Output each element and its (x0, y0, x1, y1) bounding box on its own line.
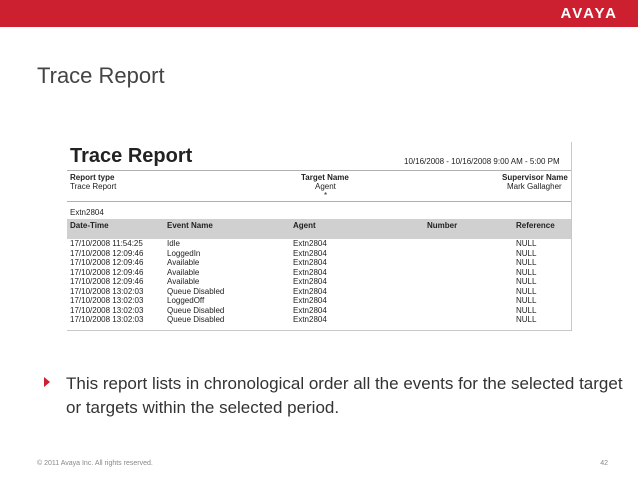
cell-agent: Extn2804 (293, 277, 327, 286)
cell-event-name: Idle (167, 239, 180, 248)
cell-event-name: Available (167, 258, 200, 267)
cell-agent: Extn2804 (293, 248, 327, 258)
table-header (67, 219, 571, 239)
cell-agent: Extn2804 (293, 258, 327, 267)
footer-copyright: © 2011 Avaya Inc. All rights reserved. (37, 460, 153, 467)
cell-agent: Extn2804 (293, 296, 327, 305)
column-header: Event Name (167, 221, 213, 230)
table-row (67, 258, 571, 268)
cell-agent: Extn2804 (293, 239, 327, 248)
target-name-label: Target Name (301, 173, 349, 182)
cell-date-time: 17/10/2008 13:02:03 (70, 286, 144, 296)
table-row (67, 287, 571, 297)
supervisor-label: Supervisor Name (502, 173, 568, 182)
cell-date-time: 17/10/2008 12:09:46 (70, 248, 144, 258)
bullet-text: This report lists in chronological order all the events for the selected target or targets within the selected period. (66, 374, 623, 417)
cell-event-name: Queue Disabled (167, 286, 225, 296)
report-date-range: 10/16/2008 - 10/16/2008 9:00 AM - 5:00 PM (404, 157, 560, 166)
cell-event-name: Queue Disabled (167, 315, 225, 324)
cell-date-time: 17/10/2008 11:54:25 (70, 239, 143, 248)
target-name-value: Agent (315, 182, 336, 191)
target-name-sub: * (324, 191, 328, 200)
cell-event-name: Available (167, 267, 200, 277)
report-type-value: Trace Report (70, 182, 117, 191)
top-brand-bar (0, 0, 638, 27)
table-row (67, 296, 571, 306)
trace-report-screenshot (67, 142, 572, 331)
avaya-logo: AVAYA (560, 5, 618, 22)
report-title: Trace Report (70, 145, 193, 167)
footer-page-number: 42 (600, 460, 608, 467)
cell-reference: NULL (516, 296, 537, 305)
table-row (67, 306, 571, 316)
report-divider (67, 170, 571, 171)
report-group-name: Extn2804 (70, 208, 104, 217)
cell-date-time: 17/10/2008 12:09:46 (70, 258, 144, 267)
cell-event-name: LoggedIn (167, 248, 201, 258)
supervisor-value: Mark Gallagher (507, 182, 562, 191)
table-row (67, 249, 571, 259)
column-header: Number (427, 221, 458, 230)
cell-reference: NULL (516, 267, 537, 277)
cell-reference: NULL (516, 277, 537, 286)
cell-agent: Extn2804 (293, 315, 327, 324)
cell-reference: NULL (516, 239, 537, 248)
table-row (67, 315, 571, 325)
cell-agent: Extn2804 (293, 286, 327, 296)
column-header: Agent (293, 221, 316, 230)
report-divider (67, 201, 571, 202)
column-header: Reference (516, 221, 555, 230)
cell-date-time: 17/10/2008 12:09:46 (70, 277, 144, 286)
cell-event-name: Queue Disabled (167, 305, 225, 315)
slide-title: Trace Report (37, 63, 165, 88)
cell-reference: NULL (516, 286, 537, 296)
table-body (67, 239, 571, 325)
table-row (67, 277, 571, 287)
cell-event-name: Available (167, 277, 200, 286)
cell-date-time: 17/10/2008 13:02:03 (70, 315, 144, 324)
cell-date-time: 17/10/2008 13:02:03 (70, 305, 144, 315)
triangle-bullet-icon (44, 377, 50, 387)
cell-agent: Extn2804 (293, 305, 327, 315)
cell-agent: Extn2804 (293, 267, 327, 277)
cell-reference: NULL (516, 305, 537, 315)
table-row (67, 239, 571, 249)
cell-date-time: 17/10/2008 13:02:03 (70, 296, 144, 305)
cell-reference: NULL (516, 258, 537, 267)
cell-event-name: LoggedOff (167, 296, 205, 305)
report-type-label: Report type (70, 173, 115, 182)
table-row (67, 268, 571, 278)
cell-date-time: 17/10/2008 12:09:46 (70, 267, 144, 277)
cell-reference: NULL (516, 315, 537, 324)
cell-reference: NULL (516, 248, 537, 258)
column-header: Date-Time (70, 221, 109, 230)
